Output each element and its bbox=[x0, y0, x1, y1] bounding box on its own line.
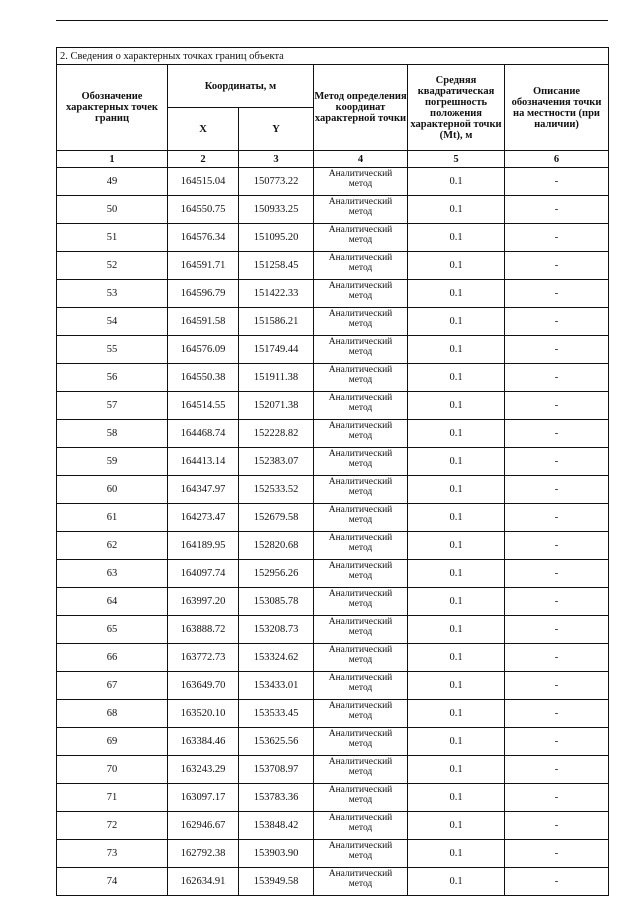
cell-point: 58 bbox=[57, 420, 168, 448]
cell-error: 0.1 bbox=[408, 420, 505, 448]
cell-y: 153208.73 bbox=[239, 616, 314, 644]
cell-y: 153625.56 bbox=[239, 728, 314, 756]
cell-y: 150933.25 bbox=[239, 196, 314, 224]
cell-method-line2: метод bbox=[348, 235, 373, 245]
cell-method-line1: Аналитический bbox=[328, 729, 393, 739]
cell-method bbox=[314, 840, 408, 868]
cell-description: - bbox=[505, 308, 609, 336]
cell-method bbox=[314, 588, 408, 616]
column-number: 2 bbox=[168, 151, 239, 168]
cell-method-line2: метод bbox=[348, 515, 373, 525]
cell-x: 162792.38 bbox=[168, 840, 239, 868]
column-number: 5 bbox=[408, 151, 505, 168]
cell-y: 151422.33 bbox=[239, 280, 314, 308]
cell-description: - bbox=[505, 616, 609, 644]
cell-method-line2: метод bbox=[348, 683, 373, 693]
cell-y: 153085.78 bbox=[239, 588, 314, 616]
cell-method-line1: Аналитический bbox=[328, 561, 393, 571]
cell-method-line2: метод bbox=[348, 823, 373, 833]
table-row bbox=[57, 784, 609, 812]
cell-y: 153433.01 bbox=[239, 672, 314, 700]
cell-method-line2: метод bbox=[348, 179, 373, 189]
cell-y: 151258.45 bbox=[239, 252, 314, 280]
cell-x: 164596.79 bbox=[168, 280, 239, 308]
cell-method-line2: метод bbox=[348, 795, 373, 805]
cell-x: 164591.58 bbox=[168, 308, 239, 336]
cell-point: 63 bbox=[57, 560, 168, 588]
cell-x: 164591.71 bbox=[168, 252, 239, 280]
table-row bbox=[57, 392, 609, 420]
cell-method-line1: Аналитический bbox=[328, 645, 393, 655]
cell-method bbox=[314, 336, 408, 364]
cell-point: 74 bbox=[57, 868, 168, 896]
cell-method-line2: метод bbox=[348, 207, 373, 217]
cell-y: 151095.20 bbox=[239, 224, 314, 252]
cell-method-line2: метод bbox=[348, 767, 373, 777]
table-row bbox=[57, 616, 609, 644]
cell-method bbox=[314, 224, 408, 252]
cell-method bbox=[314, 560, 408, 588]
cell-method bbox=[314, 784, 408, 812]
cell-method bbox=[314, 448, 408, 476]
cell-y: 151586.21 bbox=[239, 308, 314, 336]
cell-error: 0.1 bbox=[408, 840, 505, 868]
cell-method-line1: Аналитический bbox=[328, 477, 393, 487]
cell-description: - bbox=[505, 476, 609, 504]
cell-description: - bbox=[505, 560, 609, 588]
cell-method-line1: Аналитический bbox=[328, 701, 393, 711]
cell-error: 0.1 bbox=[408, 784, 505, 812]
table-row bbox=[57, 840, 609, 868]
cell-method bbox=[314, 280, 408, 308]
cell-y: 153533.45 bbox=[239, 700, 314, 728]
cell-description: - bbox=[505, 672, 609, 700]
cell-x: 164273.47 bbox=[168, 504, 239, 532]
cell-x: 164413.14 bbox=[168, 448, 239, 476]
cell-method-line1: Аналитический bbox=[328, 617, 393, 627]
table-row bbox=[57, 868, 609, 896]
cell-error: 0.1 bbox=[408, 168, 505, 196]
cell-point: 53 bbox=[57, 280, 168, 308]
page-top-rule bbox=[56, 20, 608, 21]
table-row bbox=[57, 812, 609, 840]
cell-method bbox=[314, 672, 408, 700]
cell-method-line2: метод bbox=[348, 291, 373, 301]
cell-error: 0.1 bbox=[408, 728, 505, 756]
cell-method-line2: метод bbox=[348, 347, 373, 357]
cell-error: 0.1 bbox=[408, 364, 505, 392]
cell-description: - bbox=[505, 700, 609, 728]
cell-x: 163772.73 bbox=[168, 644, 239, 672]
cell-method-line2: метод bbox=[348, 319, 373, 329]
cell-description: - bbox=[505, 756, 609, 784]
table-row bbox=[57, 728, 609, 756]
table-row bbox=[57, 280, 609, 308]
cell-x: 164097.74 bbox=[168, 560, 239, 588]
table-row bbox=[57, 756, 609, 784]
cell-y: 152071.38 bbox=[239, 392, 314, 420]
cell-x: 164514.55 bbox=[168, 392, 239, 420]
cell-error: 0.1 bbox=[408, 336, 505, 364]
cell-method bbox=[314, 476, 408, 504]
cell-method-line2: метод bbox=[348, 851, 373, 861]
table-row bbox=[57, 420, 609, 448]
cell-point: 60 bbox=[57, 476, 168, 504]
cell-method-line1: Аналитический bbox=[328, 169, 393, 179]
cell-description: - bbox=[505, 336, 609, 364]
table-row bbox=[57, 700, 609, 728]
column-number: 4 bbox=[314, 151, 408, 168]
cell-point: 68 bbox=[57, 700, 168, 728]
cell-error: 0.1 bbox=[408, 644, 505, 672]
cell-method bbox=[314, 504, 408, 532]
cell-method-line1: Аналитический bbox=[328, 253, 393, 263]
column-number: 6 bbox=[505, 151, 609, 168]
cell-point: 72 bbox=[57, 812, 168, 840]
cell-method-line2: метод bbox=[348, 487, 373, 497]
cell-y: 150773.22 bbox=[239, 168, 314, 196]
cell-point: 73 bbox=[57, 840, 168, 868]
boundary-points-table bbox=[56, 47, 609, 896]
cell-method-line2: метод bbox=[348, 571, 373, 581]
column-number: 3 bbox=[239, 151, 314, 168]
cell-error: 0.1 bbox=[408, 812, 505, 840]
cell-method bbox=[314, 392, 408, 420]
cell-error: 0.1 bbox=[408, 532, 505, 560]
cell-description: - bbox=[505, 728, 609, 756]
cell-description: - bbox=[505, 224, 609, 252]
cell-method-line1: Аналитический bbox=[328, 365, 393, 375]
cell-x: 164515.04 bbox=[168, 168, 239, 196]
cell-method-line1: Аналитический bbox=[328, 841, 393, 851]
cell-x: 162946.67 bbox=[168, 812, 239, 840]
table-row bbox=[57, 560, 609, 588]
column-number: 1 bbox=[57, 151, 168, 168]
cell-point: 57 bbox=[57, 392, 168, 420]
cell-x: 163097.17 bbox=[168, 784, 239, 812]
cell-point: 66 bbox=[57, 644, 168, 672]
cell-method bbox=[314, 168, 408, 196]
cell-method-line2: метод bbox=[348, 599, 373, 609]
cell-error: 0.1 bbox=[408, 224, 505, 252]
cell-y: 153708.97 bbox=[239, 756, 314, 784]
cell-x: 164347.97 bbox=[168, 476, 239, 504]
table-row bbox=[57, 252, 609, 280]
cell-point: 65 bbox=[57, 616, 168, 644]
cell-error: 0.1 bbox=[408, 476, 505, 504]
cell-error: 0.1 bbox=[408, 868, 505, 896]
cell-y: 152533.52 bbox=[239, 476, 314, 504]
cell-point: 49 bbox=[57, 168, 168, 196]
cell-x: 163384.46 bbox=[168, 728, 239, 756]
table-row bbox=[57, 196, 609, 224]
cell-description: - bbox=[505, 392, 609, 420]
cell-point: 62 bbox=[57, 532, 168, 560]
cell-method bbox=[314, 252, 408, 280]
cell-x: 162634.91 bbox=[168, 868, 239, 896]
table-row bbox=[57, 644, 609, 672]
cell-error: 0.1 bbox=[408, 560, 505, 588]
cell-point: 71 bbox=[57, 784, 168, 812]
cell-method bbox=[314, 308, 408, 336]
cell-point: 56 bbox=[57, 364, 168, 392]
table-row bbox=[57, 532, 609, 560]
cell-point: 61 bbox=[57, 504, 168, 532]
cell-method-line1: Аналитический bbox=[328, 533, 393, 543]
cell-method-line2: метод bbox=[348, 375, 373, 385]
cell-method bbox=[314, 616, 408, 644]
cell-method-line1: Аналитический bbox=[328, 785, 393, 795]
cell-method bbox=[314, 364, 408, 392]
cell-method-line1: Аналитический bbox=[328, 505, 393, 515]
cell-y: 152956.26 bbox=[239, 560, 314, 588]
cell-method-line2: метод bbox=[348, 459, 373, 469]
header-method: Метод определения координат характерной точки bbox=[314, 65, 408, 151]
cell-y: 153783.36 bbox=[239, 784, 314, 812]
cell-error: 0.1 bbox=[408, 756, 505, 784]
table-row bbox=[57, 308, 609, 336]
cell-method bbox=[314, 868, 408, 896]
cell-method-line2: метод bbox=[348, 431, 373, 441]
cell-error: 0.1 bbox=[408, 588, 505, 616]
cell-point: 67 bbox=[57, 672, 168, 700]
cell-description: - bbox=[505, 644, 609, 672]
cell-point: 64 bbox=[57, 588, 168, 616]
table-row bbox=[57, 364, 609, 392]
cell-method-line1: Аналитический bbox=[328, 393, 393, 403]
cell-y: 151749.44 bbox=[239, 336, 314, 364]
cell-description: - bbox=[505, 420, 609, 448]
header-x: X bbox=[168, 108, 239, 151]
cell-method-line2: метод bbox=[348, 263, 373, 273]
cell-description: - bbox=[505, 588, 609, 616]
cell-x: 164550.38 bbox=[168, 364, 239, 392]
cell-error: 0.1 bbox=[408, 672, 505, 700]
cell-y: 153949.58 bbox=[239, 868, 314, 896]
cell-x: 163243.29 bbox=[168, 756, 239, 784]
cell-point: 70 bbox=[57, 756, 168, 784]
cell-point: 54 bbox=[57, 308, 168, 336]
cell-description: - bbox=[505, 784, 609, 812]
cell-y: 151911.38 bbox=[239, 364, 314, 392]
cell-method-line1: Аналитический bbox=[328, 337, 393, 347]
header-error: Средняя квадратическая погрешность положения характерной точки (Mt), м bbox=[408, 65, 505, 151]
cell-x: 164189.95 bbox=[168, 532, 239, 560]
cell-x: 163520.10 bbox=[168, 700, 239, 728]
cell-point: 69 bbox=[57, 728, 168, 756]
cell-point: 59 bbox=[57, 448, 168, 476]
cell-point: 55 bbox=[57, 336, 168, 364]
cell-method-line1: Аналитический bbox=[328, 869, 393, 879]
cell-y: 152383.07 bbox=[239, 448, 314, 476]
cell-description: - bbox=[505, 532, 609, 560]
cell-description: - bbox=[505, 252, 609, 280]
cell-x: 163649.70 bbox=[168, 672, 239, 700]
cell-error: 0.1 bbox=[408, 280, 505, 308]
cell-description: - bbox=[505, 448, 609, 476]
column-number-row bbox=[57, 151, 609, 168]
table-row bbox=[57, 588, 609, 616]
cell-description: - bbox=[505, 280, 609, 308]
table-row bbox=[57, 448, 609, 476]
cell-method-line1: Аналитический bbox=[328, 421, 393, 431]
cell-method bbox=[314, 812, 408, 840]
header-coordinates: Координаты, м bbox=[168, 65, 314, 108]
cell-error: 0.1 bbox=[408, 616, 505, 644]
table-row bbox=[57, 224, 609, 252]
header-y: Y bbox=[239, 108, 314, 151]
cell-error: 0.1 bbox=[408, 700, 505, 728]
cell-error: 0.1 bbox=[408, 448, 505, 476]
cell-error: 0.1 bbox=[408, 252, 505, 280]
cell-method-line2: метод bbox=[348, 739, 373, 749]
cell-point: 51 bbox=[57, 224, 168, 252]
cell-method-line1: Аналитический bbox=[328, 281, 393, 291]
cell-y: 153324.62 bbox=[239, 644, 314, 672]
cell-description: - bbox=[505, 504, 609, 532]
cell-method-line2: метод bbox=[348, 627, 373, 637]
cell-x: 163997.20 bbox=[168, 588, 239, 616]
cell-method bbox=[314, 532, 408, 560]
cell-x: 164468.74 bbox=[168, 420, 239, 448]
cell-error: 0.1 bbox=[408, 504, 505, 532]
cell-method-line2: метод bbox=[348, 655, 373, 665]
cell-x: 164576.09 bbox=[168, 336, 239, 364]
cell-method bbox=[314, 700, 408, 728]
table-body bbox=[57, 168, 609, 896]
cell-y: 152679.58 bbox=[239, 504, 314, 532]
cell-point: 52 bbox=[57, 252, 168, 280]
cell-y: 153903.90 bbox=[239, 840, 314, 868]
cell-method bbox=[314, 196, 408, 224]
header-designation: Обозначение характерных точек границ bbox=[57, 65, 168, 151]
cell-method-line1: Аналитический bbox=[328, 673, 393, 683]
cell-description: - bbox=[505, 168, 609, 196]
cell-error: 0.1 bbox=[408, 392, 505, 420]
cell-method-line1: Аналитический bbox=[328, 589, 393, 599]
cell-description: - bbox=[505, 364, 609, 392]
cell-method-line1: Аналитический bbox=[328, 225, 393, 235]
cell-method-line1: Аналитический bbox=[328, 813, 393, 823]
table-row bbox=[57, 504, 609, 532]
cell-method-line2: метод bbox=[348, 711, 373, 721]
cell-method bbox=[314, 420, 408, 448]
table-row bbox=[57, 476, 609, 504]
section-caption: 2. Сведения о характерных точках границ объекта bbox=[57, 48, 609, 65]
cell-description: - bbox=[505, 812, 609, 840]
cell-method bbox=[314, 756, 408, 784]
cell-method-line2: метод bbox=[348, 879, 373, 889]
cell-y: 152228.82 bbox=[239, 420, 314, 448]
header-description: Описание обозначения точки на местности (при наличии) bbox=[505, 65, 609, 151]
table-row bbox=[57, 168, 609, 196]
table-row bbox=[57, 336, 609, 364]
cell-description: - bbox=[505, 196, 609, 224]
cell-y: 152820.68 bbox=[239, 532, 314, 560]
cell-method-line2: метод bbox=[348, 543, 373, 553]
cell-method-line2: метод bbox=[348, 403, 373, 413]
cell-method-line1: Аналитический bbox=[328, 449, 393, 459]
cell-method bbox=[314, 728, 408, 756]
cell-y: 153848.42 bbox=[239, 812, 314, 840]
cell-description: - bbox=[505, 868, 609, 896]
cell-x: 163888.72 bbox=[168, 616, 239, 644]
cell-point: 50 bbox=[57, 196, 168, 224]
cell-method-line1: Аналитический bbox=[328, 757, 393, 767]
cell-x: 164576.34 bbox=[168, 224, 239, 252]
cell-method-line1: Аналитический bbox=[328, 309, 393, 319]
cell-method bbox=[314, 644, 408, 672]
cell-error: 0.1 bbox=[408, 308, 505, 336]
cell-error: 0.1 bbox=[408, 196, 505, 224]
cell-x: 164550.75 bbox=[168, 196, 239, 224]
cell-description: - bbox=[505, 840, 609, 868]
cell-method-line1: Аналитический bbox=[328, 197, 393, 207]
table-row bbox=[57, 672, 609, 700]
